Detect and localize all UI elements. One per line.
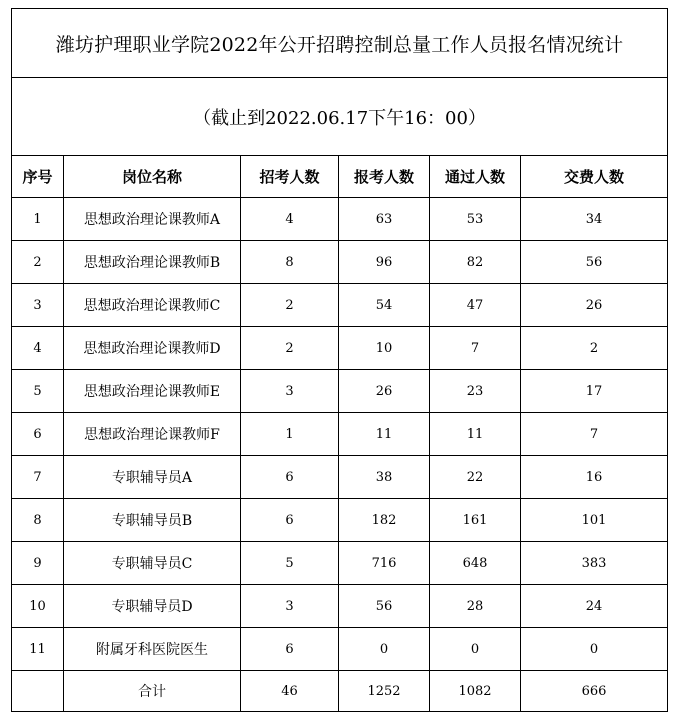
cell-quota[interactable]: 6 <box>241 456 339 499</box>
cell-position[interactable]: 专职辅导员D <box>64 585 241 628</box>
cell-passed[interactable]: 28 <box>430 585 521 628</box>
total-cell-applied[interactable]: 1252 <box>339 671 430 712</box>
cell-no[interactable]: 2 <box>12 241 64 284</box>
cell-position[interactable]: 思想政治理论课教师C <box>64 284 241 327</box>
cell-paid[interactable]: 16 <box>521 456 668 499</box>
header-cell-quota[interactable]: 招考人数 <box>241 156 339 198</box>
cell-passed[interactable]: 161 <box>430 499 521 542</box>
cell-position[interactable]: 专职辅导员B <box>64 499 241 542</box>
cell-position[interactable]: 思想政治理论课教师F <box>64 413 241 456</box>
table-row <box>12 370 668 413</box>
cell-paid[interactable]: 0 <box>521 628 668 671</box>
cell-passed[interactable]: 0 <box>430 628 521 671</box>
cell-applied[interactable]: 56 <box>339 585 430 628</box>
cell-quota[interactable]: 3 <box>241 585 339 628</box>
subtitle-row <box>12 78 668 156</box>
total-row <box>12 671 668 712</box>
header-row <box>12 156 668 198</box>
cell-passed[interactable]: 23 <box>430 370 521 413</box>
cell-quota[interactable]: 5 <box>241 542 339 585</box>
cell-no[interactable]: 6 <box>12 413 64 456</box>
total-cell-quota[interactable]: 46 <box>241 671 339 712</box>
cell-quota[interactable]: 8 <box>241 241 339 284</box>
cell-no[interactable]: 7 <box>12 456 64 499</box>
cell-applied[interactable]: 38 <box>339 456 430 499</box>
cell-paid[interactable]: 17 <box>521 370 668 413</box>
cell-paid[interactable]: 2 <box>521 327 668 370</box>
cell-position[interactable]: 思想政治理论课教师B <box>64 241 241 284</box>
cell-quota[interactable]: 4 <box>241 198 339 241</box>
cell-no[interactable]: 10 <box>12 585 64 628</box>
total-cell-paid[interactable]: 666 <box>521 671 668 712</box>
table-row <box>12 241 668 284</box>
cell-position[interactable]: 思想政治理论课教师E <box>64 370 241 413</box>
cell-position[interactable]: 专职辅导员A <box>64 456 241 499</box>
cell-paid[interactable]: 56 <box>521 241 668 284</box>
cell-paid[interactable]: 7 <box>521 413 668 456</box>
cell-paid[interactable]: 383 <box>521 542 668 585</box>
cell-quota[interactable]: 6 <box>241 499 339 542</box>
cell-quota[interactable]: 2 <box>241 327 339 370</box>
cell-passed[interactable]: 22 <box>430 456 521 499</box>
header-cell-no[interactable]: 序号 <box>12 156 64 198</box>
table-row <box>12 198 668 241</box>
cell-applied[interactable]: 716 <box>339 542 430 585</box>
cell-no[interactable]: 1 <box>12 198 64 241</box>
table-row <box>12 413 668 456</box>
cell-no[interactable]: 4 <box>12 327 64 370</box>
cell-no[interactable]: 3 <box>12 284 64 327</box>
cell-applied[interactable]: 11 <box>339 413 430 456</box>
cell-paid[interactable]: 26 <box>521 284 668 327</box>
cell-quota[interactable]: 3 <box>241 370 339 413</box>
header-cell-position[interactable]: 岗位名称 <box>64 156 241 198</box>
cell-passed[interactable]: 53 <box>430 198 521 241</box>
header-cell-passed[interactable]: 通过人数 <box>430 156 521 198</box>
cell-position[interactable]: 专职辅导员C <box>64 542 241 585</box>
table-row <box>12 327 668 370</box>
cell-applied[interactable]: 26 <box>339 370 430 413</box>
cell-passed[interactable]: 11 <box>430 413 521 456</box>
title-row <box>12 9 668 78</box>
table-row <box>12 456 668 499</box>
cell-applied[interactable]: 182 <box>339 499 430 542</box>
table-row <box>12 284 668 327</box>
header-cell-paid[interactable]: 交费人数 <box>521 156 668 198</box>
table-title[interactable]: 潍坊护理职业学院2022年公开招聘控制总量工作人员报名情况统计 <box>12 9 668 78</box>
cell-passed[interactable]: 648 <box>430 542 521 585</box>
cell-position[interactable]: 附属牙科医院医生 <box>64 628 241 671</box>
cell-position[interactable]: 思想政治理论课教师D <box>64 327 241 370</box>
cell-quota[interactable]: 1 <box>241 413 339 456</box>
total-cell-no[interactable] <box>12 671 64 712</box>
cell-quota[interactable]: 2 <box>241 284 339 327</box>
cell-applied[interactable]: 96 <box>339 241 430 284</box>
table-row <box>12 542 668 585</box>
registration-stats-table <box>11 8 668 712</box>
cell-applied[interactable]: 63 <box>339 198 430 241</box>
cell-no[interactable]: 9 <box>12 542 64 585</box>
table-subtitle[interactable]: （截止到2022.06.17下午16：00） <box>12 78 668 156</box>
cell-paid[interactable]: 24 <box>521 585 668 628</box>
table-row <box>12 628 668 671</box>
cell-passed[interactable]: 82 <box>430 241 521 284</box>
cell-passed[interactable]: 7 <box>430 327 521 370</box>
cell-paid[interactable]: 101 <box>521 499 668 542</box>
header-cell-applied[interactable]: 报考人数 <box>339 156 430 198</box>
table-row <box>12 499 668 542</box>
cell-quota[interactable]: 6 <box>241 628 339 671</box>
cell-position[interactable]: 思想政治理论课教师A <box>64 198 241 241</box>
cell-paid[interactable]: 34 <box>521 198 668 241</box>
cell-applied[interactable]: 0 <box>339 628 430 671</box>
cell-no[interactable]: 8 <box>12 499 64 542</box>
cell-no[interactable]: 11 <box>12 628 64 671</box>
cell-applied[interactable]: 10 <box>339 327 430 370</box>
cell-no[interactable]: 5 <box>12 370 64 413</box>
table-row <box>12 585 668 628</box>
total-cell-passed[interactable]: 1082 <box>430 671 521 712</box>
cell-passed[interactable]: 47 <box>430 284 521 327</box>
cell-applied[interactable]: 54 <box>339 284 430 327</box>
total-cell-label[interactable]: 合计 <box>64 671 241 712</box>
